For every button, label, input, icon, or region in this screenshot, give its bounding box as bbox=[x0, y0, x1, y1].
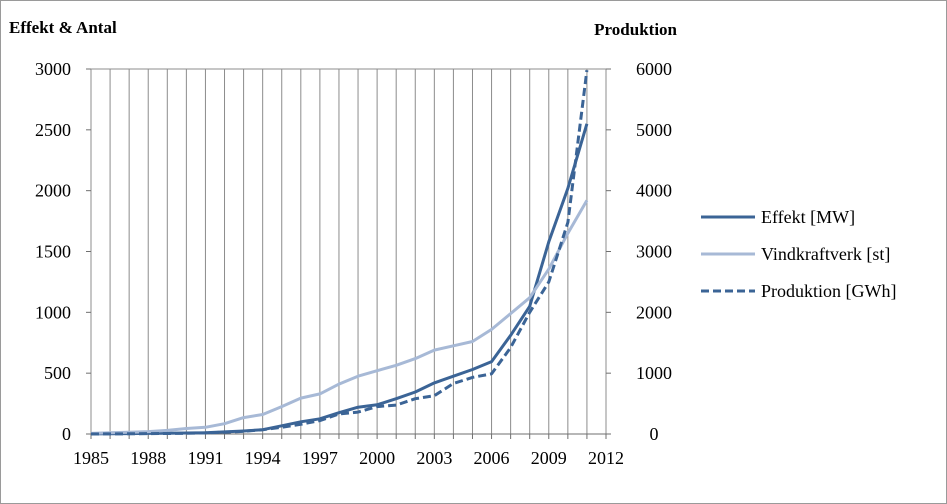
y-right-tick-label: 4000 bbox=[636, 180, 672, 201]
y-right-tick-label: 1000 bbox=[636, 363, 672, 384]
y-right-tick-label: 6000 bbox=[636, 59, 672, 79]
x-tick-label: 2000 bbox=[359, 448, 396, 468]
x-tick-label: 2009 bbox=[530, 448, 567, 468]
x-tick-label: 1988 bbox=[130, 448, 167, 468]
y-right-tick-label: 3000 bbox=[636, 241, 672, 262]
y-left-tick-label: 0 bbox=[62, 424, 71, 444]
x-tick-label: 1997 bbox=[301, 448, 338, 468]
y-right-tick-label: 2000 bbox=[636, 302, 672, 323]
y-left-tick-label: 2000 bbox=[35, 180, 71, 201]
right-axis-title: Produktion bbox=[594, 20, 677, 39]
y-right-tick-label: 5000 bbox=[636, 119, 672, 140]
x-tick-label: 1994 bbox=[244, 448, 281, 468]
x-tick-label: 1985 bbox=[73, 448, 109, 468]
y-left-tick-label: 1500 bbox=[35, 241, 71, 262]
line-chart bbox=[1, 1, 946, 503]
y-left-tick-label: 2500 bbox=[35, 119, 71, 140]
x-tick-label: 2003 bbox=[416, 448, 453, 468]
legend-label-vindkraftverk-st: Vindkraftverk [st] bbox=[761, 244, 891, 264]
legend-label-effekt-mw: Effekt [MW] bbox=[761, 207, 856, 227]
y-right-tick-label: 0 bbox=[649, 424, 659, 444]
x-tick-label: 2006 bbox=[473, 448, 510, 468]
x-tick-label: 2012 bbox=[588, 448, 624, 468]
y-left-tick-label: 3000 bbox=[35, 59, 71, 79]
left-axis-title: Effekt & Antal bbox=[9, 18, 117, 37]
x-tick-label: 1991 bbox=[187, 448, 224, 468]
y-left-tick-label: 500 bbox=[44, 363, 71, 384]
y-left-tick-label: 1000 bbox=[35, 302, 71, 323]
legend-label-produktion-gwh: Produktion [GWh] bbox=[761, 281, 897, 301]
